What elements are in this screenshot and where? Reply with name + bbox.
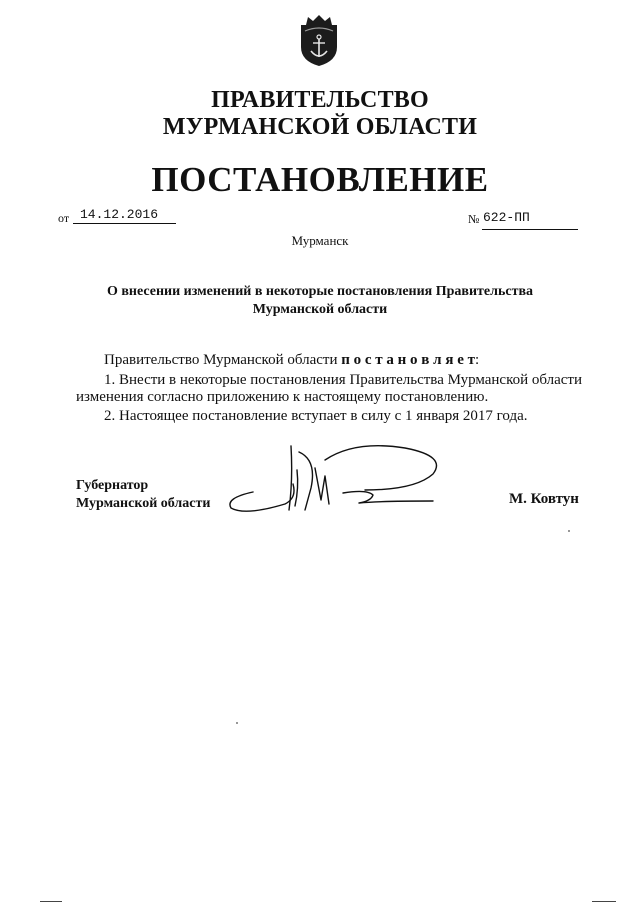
signer-name: М. Ковтун — [509, 491, 579, 507]
scan-speck — [568, 530, 570, 532]
body-p1-text: Правительство Мурманской области — [104, 352, 342, 368]
number-prefix: № — [468, 212, 480, 226]
subject-line1: О внесении изменений в некоторые постановления Правительства — [106, 284, 534, 299]
date-underline — [73, 223, 176, 224]
document-type-title: ПОСТАНОВЛЕНИЕ — [151, 160, 489, 199]
coat-of-arms-icon — [298, 13, 340, 67]
scan-edge-mark — [592, 901, 616, 902]
body-paragraph-3: 2. Настоящее постановление вступает в силу с 1 января 2017 года. — [104, 408, 528, 424]
handwritten-signature-icon — [225, 440, 455, 525]
org-name-line2: МУРМАНСКОЙ ОБЛАСТИ — [162, 114, 478, 140]
document-number: 622-ПП — [483, 210, 530, 225]
body-p1-emphasis: п о с т а н о в л я е т — [341, 352, 475, 368]
scan-speck — [236, 722, 238, 724]
subject-line2: Мурманской области — [252, 302, 388, 317]
city-name: Мурманск — [291, 233, 349, 248]
signer-title-line2: Мурманской области — [76, 496, 211, 511]
body-paragraph-2-line1: 1. Внести в некоторые постановления Правительства Мурманской области — [104, 372, 583, 388]
document-date: 14.12.2016 — [80, 207, 159, 222]
signer-title-line1: Губернатор — [76, 478, 149, 493]
scan-edge-mark — [40, 901, 62, 902]
body-p1-end: : — [474, 352, 480, 368]
date-prefix: от — [58, 211, 70, 225]
body-paragraph-2-line2: изменения согласно приложению к настоящему постановлению. — [76, 389, 489, 405]
number-underline — [482, 229, 578, 230]
org-name-line1: ПРАВИТЕЛЬСТВО — [211, 87, 429, 113]
body-paragraph-1 — [104, 352, 479, 369]
